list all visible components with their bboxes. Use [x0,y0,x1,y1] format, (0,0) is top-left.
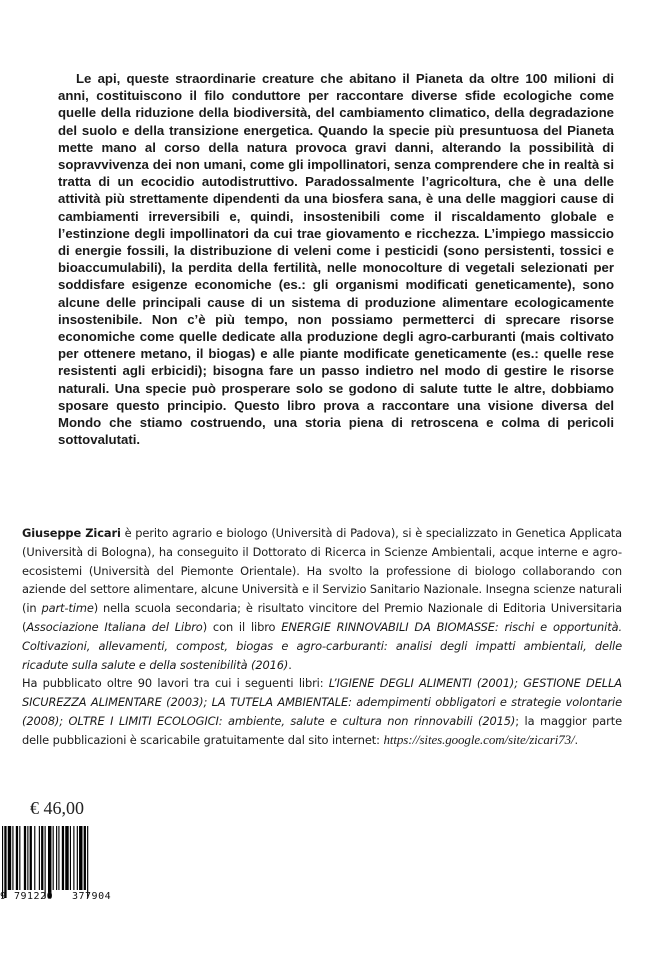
published-books-list: L’IGIENE DEGLI ALIMENTI (2001); GESTIONE DELLA SICUREZZA ALIMENTARE (2003); LA TUTELA AMBIENTALE: adempimenti obbligatori e strategie volontarie (2008); OLTRE I LIMITI ECOLOGICI: ambiente, salute e cultura non rinnovabili (2015) [22,676,622,728]
back-cover-blurb [58,70,614,448]
award-book-title: ENERGIE RINNOVABILI DA BIOMASSE: rischi e opportunità. Coltivazioni, allevamenti, compost, biogas e agro-carburanti: analisi degli impatti ambientali, delle ricadute sulla salute e della sostenibilità (2016) [22,619,622,672]
blurb-text: Le api, queste straordinarie creature che abitano il Pianeta da oltre 100 milioni di anni, costituiscono il filo conduttore per raccontare diverse sfide ecologiche come quelle della riduzione della biodiversità, del cambiamento climatico, della degradazione del suolo e della transizione energetica. Quando la specie più presuntuosa del Pianeta mette mano al corso della natura provoca gravi danni, alterando la possibilità di sopravvivenza dei non umani, come gli impollinatori, senza comprendere che in realtà si tratta di un ecocidio autodistruttivo. Paradossalmente l’agricoltura, che è una delle attività più strettamente dipendenti da una biosfera sana, è una delle maggiori cause di cambiamenti irreversibili e, quindi, insostenibili come il riscaldamento globale e l’estinzione degli impollinatori da cui trae giovamento e ricchezza. L’impiego massiccio di energie fossili, la distribuzione di veleni come i pesticidi (sono persistenti, tossici e bioaccumulabili), la perdita della fertilità, nelle monocolture di vegetali selezionati per soddisfare esigenze economiche (es.: gli organismi modificati geneticamente), sono alcune delle principali cause di un sistema di produzione alimentare ecologicamente insostenibile. Non c’è più tempo, non possiamo permetterci di sprecare risorse economiche come quelle dedicate alla produzione degli agro-carburanti (mais coltivato per ottenere metano, il biogas) e alle piante modificate geneticamente (es.: quelle rese resistenti agli erbicidi); bisogna fare un passo indietro nel modo di gestire le risorse naturali. Una specie può prosperare solo se godono di salute tutte le altre, dobbiamo sposare questo principio. Questo libro prova a raccontare una visione diversa del Mondo che stiamo costruendo, una storia piena di retroscena e colma di pericoli sottovalutati. [58,71,614,448]
author-name: Giuseppe Zicari [22,526,121,540]
bio-paragraph-2: Ha pubblicato oltre 90 lavori tra cui i seguenti libri: L’IGIENE DEGLI ALIMENTI (2001); GESTIONE DELLA SICUREZZA ALIMENTARE (2003); LA TUTELA AMBIENTALE: adempimenti obbligatori e strategie volontarie (2008); OLTRE I LIMITI ECOLOGICI: ambiente, salute e cultura non rinnovabili (2015); la maggior parte delle pubblicazioni è scaricabile gratuitamente dal sito internet: https://sites.google.com/site/zicari73/. [22,676,622,747]
barcode-number [0,891,126,902]
barcode-digits-left: 791220 [14,891,54,902]
bio-paragraph-1: Giuseppe Zicari è perito agrario e biologo (Università di Padova), si è specializzato in Genetica Applicata (Università di Bologna), ha conseguito il Dottorato di Ricerca in Scienze Ambientali, acque interne e agro-ecosistemi (Università del Piemonte Orientale). Ha svolto la professione di biologo collaborando con aziende del settore alimentare, alcune Università e il Servizio Sanitario Nazionale. Insegna scienze naturali (in part-time) nella scuola secondaria; è risultato vincitore del Premio Nazionale di Editoria Universitaria (Associazione Italiana del Libro) con il libro ENERGIE RINNOVABILI DA BIOMASSE: rischi e opportunità. Coltivazioni, allevamenti, compost, biogas e agro-carburanti: analisi degli impatti ambientali, delle ricadute sulla salute e della sostenibilità (2016). [22,526,622,672]
author-bio [22,524,622,750]
price-label: € 46,00 [30,798,84,818]
barcode-digits-right: 377904 [72,891,112,902]
website-link[interactable]: https://sites.google.com/site/zicari73/ [383,731,575,747]
barcode-digit-first: 9 [0,891,7,902]
barcode-icon [0,826,126,936]
